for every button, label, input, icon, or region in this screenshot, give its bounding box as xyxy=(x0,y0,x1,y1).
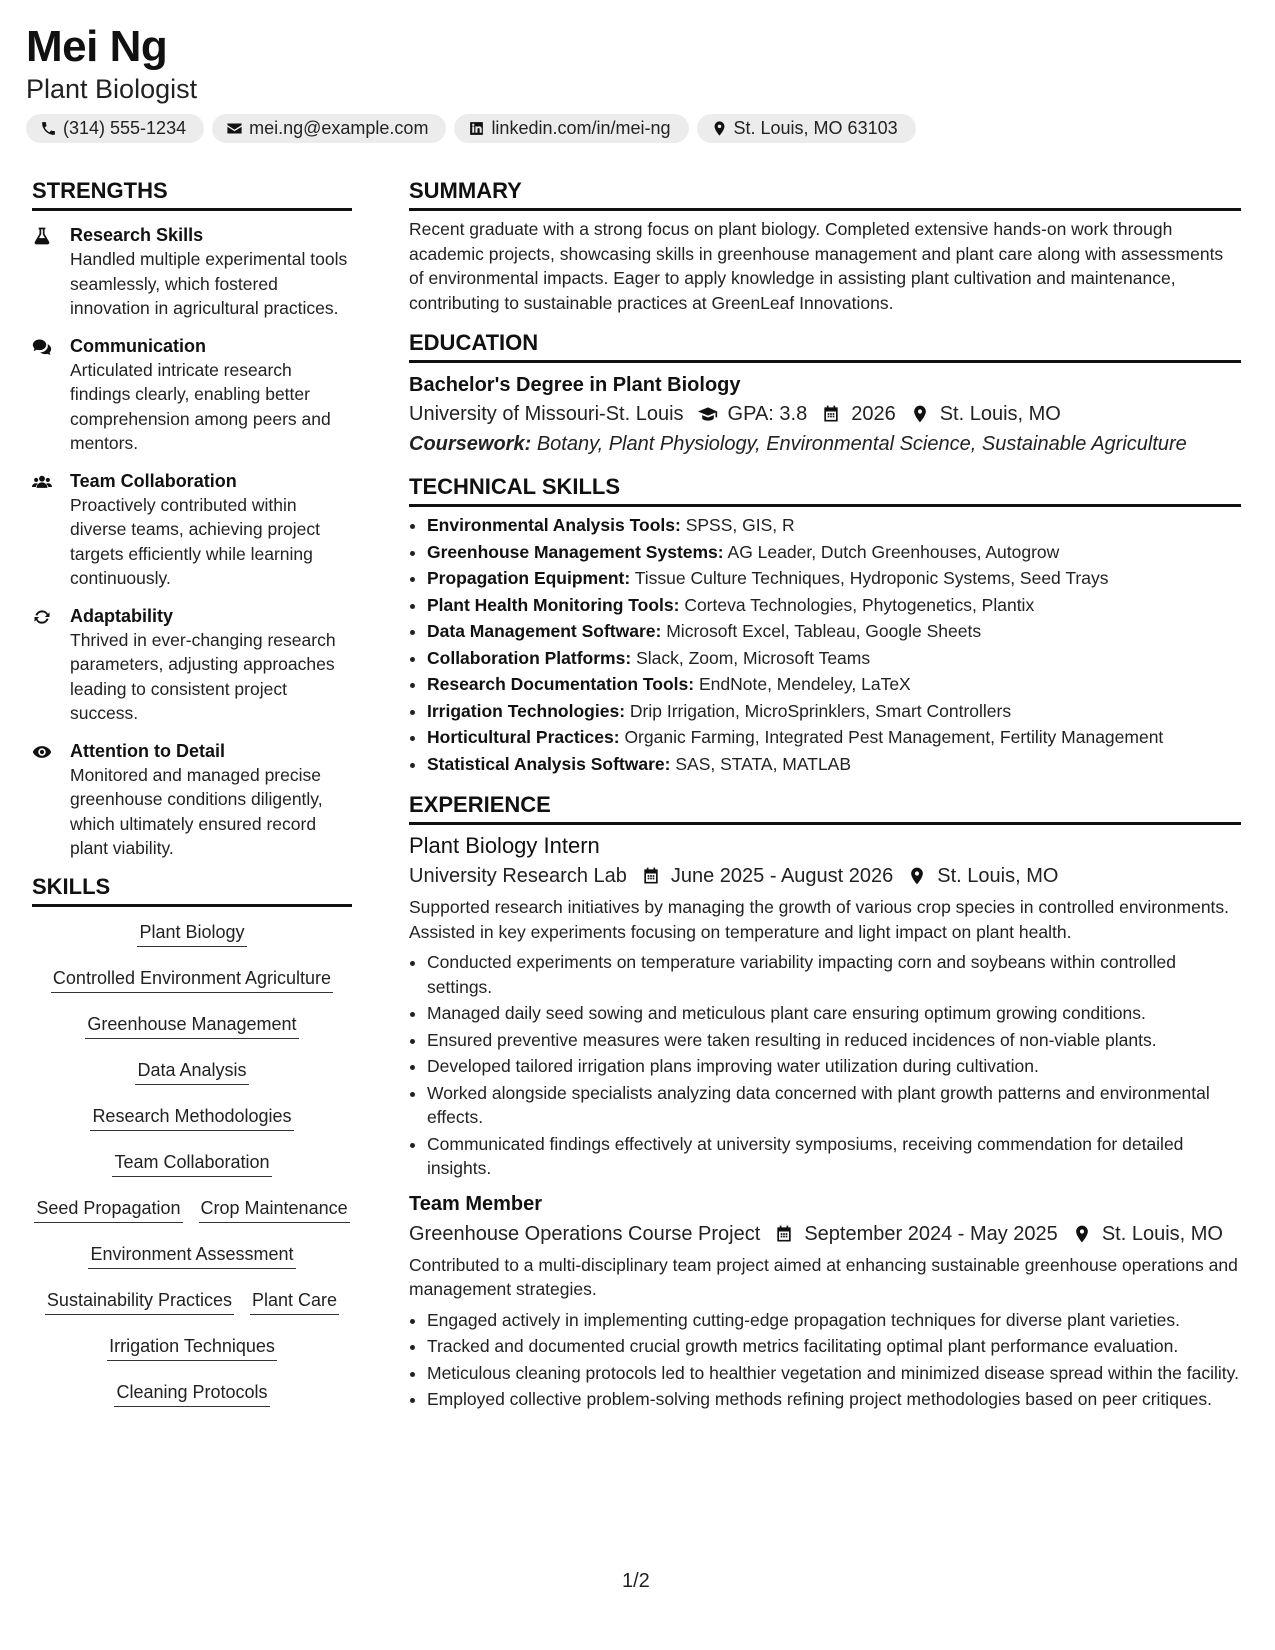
job-meta xyxy=(409,861,1241,891)
job-entry xyxy=(409,831,1241,1181)
skills-heading: SKILLS xyxy=(32,874,352,907)
strength-description: Handled multiple experimental tools seamlessly, which fostered innovation in agricultural practices. xyxy=(70,249,348,318)
list-item: • Worked alongside specialists analyzing data concerned with plant growth patterns and environmental effects. xyxy=(427,1081,1241,1130)
job-description: Contributed to a multi-disciplinary team project aimed at enhancing sustainable greenhouse operations and management strategies. xyxy=(409,1254,1238,1299)
sync-icon xyxy=(32,607,52,627)
graduation-cap-icon xyxy=(698,404,718,424)
job-title: Team Member xyxy=(409,1192,543,1215)
job-bullets xyxy=(409,1308,1241,1412)
job-description: Supported research initiatives by managing the growth of various crop species in controlled environments. Assisted in key experiments focusing on temperature and light impact on plant health. xyxy=(409,897,1230,942)
strength-item xyxy=(32,739,352,861)
list-item: • Environmental Analysis Tools: SPSS, GIS, R xyxy=(427,513,1241,539)
location-text: St. Louis, MO 63103 xyxy=(733,118,898,138)
job-organization: University Research Lab xyxy=(409,865,627,887)
calendar-icon xyxy=(641,866,661,886)
linkedin-contact[interactable] xyxy=(454,114,688,143)
school-location: St. Louis, MO xyxy=(939,403,1061,425)
job-location: St. Louis, MO xyxy=(1101,1222,1223,1245)
skill-tag: Seed Propagation xyxy=(34,1197,182,1223)
summary-heading: SUMMARY xyxy=(409,178,1241,211)
list-item: • Research Documentation Tools: EndNote, Mendeley, LaTeX xyxy=(427,672,1241,698)
phone-text: (314) 555-1234 xyxy=(63,118,187,138)
strength-item xyxy=(32,469,352,591)
skill-tag: Controlled Environment Agriculture xyxy=(51,967,333,993)
skill-tag: Sustainability Practices xyxy=(45,1289,234,1315)
job-entry xyxy=(409,1189,1241,1412)
skill-tag: Cleaning Protocols xyxy=(114,1381,269,1407)
users-icon xyxy=(32,472,52,492)
email-text: mei.ng@example.com xyxy=(249,118,429,138)
list-item: • Ensured preventive measures were taken resulting in reduced incidences of non-viable plants. xyxy=(427,1028,1241,1053)
coursework-label: Coursework: xyxy=(409,433,532,455)
comments-icon xyxy=(32,337,52,357)
technical-skills-section xyxy=(409,474,1241,777)
skill-tag: Irrigation Techniques xyxy=(107,1335,277,1361)
strength-description: Proactively contributed within diverse teams, achieving project targets efficiently while learning continuously. xyxy=(70,494,320,588)
skill-tag: Environment Assessment xyxy=(88,1243,295,1269)
strengths-heading: STRENGTHS xyxy=(32,178,352,211)
graduation-year: 2026 xyxy=(851,403,896,425)
strength-title: Team Collaboration xyxy=(70,470,237,491)
job-dates: September 2024 - May 2025 xyxy=(804,1222,1058,1245)
phone-icon xyxy=(40,120,57,137)
strength-item xyxy=(32,604,352,726)
job-organization: Greenhouse Operations Course Project xyxy=(409,1222,761,1245)
job-title: Plant Biology Intern xyxy=(409,833,600,858)
list-item: • Meticulous cleaning protocols led to healthier vegetation and minimized disease spread within the facility. xyxy=(427,1361,1241,1386)
list-item: • Collaboration Platforms: Slack, Zoom, Microsoft Teams xyxy=(427,646,1241,672)
skill-tag: Plant Care xyxy=(250,1289,339,1315)
experience-section xyxy=(409,792,1241,1412)
calendar-icon xyxy=(774,1224,794,1244)
left-column xyxy=(32,178,352,1407)
list-item: • Propagation Equipment: Tissue Culture Techniques, Hydroponic Systems, Seed Trays xyxy=(427,566,1241,592)
right-column xyxy=(409,178,1241,1414)
page-number: 1/2 xyxy=(622,1570,650,1592)
envelope-icon xyxy=(226,120,243,137)
list-item: • Horticultural Practices: Organic Farming, Integrated Pest Management, Fertility Management xyxy=(427,725,1241,751)
skill-tag: Crop Maintenance xyxy=(199,1197,350,1223)
linkedin-text: linkedin.com/in/mei-ng xyxy=(491,118,671,138)
skills-section xyxy=(32,874,352,1407)
technical-skills-list xyxy=(409,513,1241,777)
experience-heading: EXPERIENCE xyxy=(409,792,1241,825)
location-contact xyxy=(697,114,916,143)
list-item: • Tracked and documented crucial growth metrics facilitating optimal plant performance evaluation. xyxy=(427,1334,1241,1359)
candidate-role: Plant Biologist xyxy=(26,74,198,104)
degree-title: Bachelor's Degree in Plant Biology xyxy=(409,374,741,396)
strength-description: Monitored and managed precise greenhouse conditions diligently, which ultimately ensured record plant viability. xyxy=(70,764,323,858)
calendar-icon xyxy=(821,404,841,424)
linkedin-icon xyxy=(468,120,485,137)
skills-list xyxy=(32,921,352,1407)
job-location: St. Louis, MO xyxy=(937,865,1059,887)
skill-tag: Data Analysis xyxy=(135,1059,248,1085)
list-item: • Communicated findings effectively at university symposiums, receiving commendation for detailed insights. xyxy=(427,1132,1241,1181)
list-item: • Developed tailored irrigation plans improving water utilization during cultivation. xyxy=(427,1054,1241,1079)
contact-bar xyxy=(26,114,916,143)
strength-title: Attention to Detail xyxy=(70,740,225,761)
email-contact[interactable] xyxy=(212,114,446,143)
map-marker-icon xyxy=(907,866,927,886)
skill-tag: Research Methodologies xyxy=(90,1105,293,1131)
strength-description: Articulated intricate research findings clearly, enabling better comprehension among peers and mentors. xyxy=(70,359,331,453)
list-item: • Irrigation Technologies: Drip Irrigation, MicroSprinklers, Smart Controllers xyxy=(427,699,1241,725)
list-item: • Managed daily seed sowing and meticulous plant care ensuring optimum growing conditions. xyxy=(427,1001,1241,1026)
job-bullets xyxy=(409,950,1241,1181)
strength-title: Adaptability xyxy=(70,605,174,626)
candidate-name: Mei Ng xyxy=(26,22,168,71)
job-meta xyxy=(409,1219,1241,1249)
strength-item xyxy=(32,223,352,321)
education-section xyxy=(409,330,1241,459)
education-meta xyxy=(409,399,1241,429)
phone-contact[interactable] xyxy=(26,114,204,143)
list-item: • Plant Health Monitoring Tools: Corteva Technologies, Phytogenetics, Plantix xyxy=(427,593,1241,619)
list-item: • Engaged actively in implementing cutting-edge propagation techniques for diverse plant varieties. xyxy=(427,1308,1241,1333)
strength-title: Communication xyxy=(70,335,207,356)
map-marker-icon xyxy=(910,404,930,424)
list-item: • Statistical Analysis Software: SAS, STATA, MATLAB xyxy=(427,752,1241,778)
job-dates: June 2025 - August 2026 xyxy=(670,865,894,887)
strength-item xyxy=(32,334,352,456)
list-item: • Data Management Software: Microsoft Excel, Tableau, Google Sheets xyxy=(427,619,1241,645)
coursework-line xyxy=(409,429,1241,459)
coursework-text: Botany, Plant Physiology, Environmental Science, Sustainable Agriculture xyxy=(536,433,1187,455)
skill-tag: Greenhouse Management xyxy=(85,1013,298,1039)
skill-tag: Plant Biology xyxy=(137,921,246,947)
strength-title: Research Skills xyxy=(70,225,204,245)
education-heading: EDUCATION xyxy=(409,330,1241,363)
school-name: University of Missouri-St. Louis xyxy=(409,403,684,425)
technical-skills-heading: TECHNICAL SKILLS xyxy=(409,474,1241,507)
list-item: • Conducted experiments on temperature variability impacting corn and soybeans within controlled settings. xyxy=(427,950,1241,999)
flask-icon xyxy=(32,226,52,246)
eye-icon xyxy=(32,742,52,762)
skill-tag: Team Collaboration xyxy=(112,1151,271,1177)
gpa-text: GPA: 3.8 xyxy=(727,403,808,425)
list-item: • Employed collective problem-solving methods refining project methodologies based on peer critiques. xyxy=(427,1387,1241,1412)
map-marker-icon xyxy=(711,120,728,137)
strength-description: Thrived in ever-changing research parameters, adjusting approaches leading to consistent project success. xyxy=(70,629,336,723)
summary-text: Recent graduate with a strong focus on plant biology. Completed extensive hands-on work through academic projects, showcasing skills in greenhouse management and plant care along with assessments of environmental impacts. Eager to apply knowledge in assisting plant cultivation and maintenance, contributing to sustainable practices at GreenLeaf Innovations. xyxy=(409,219,1224,313)
map-marker-icon xyxy=(1072,1224,1092,1244)
strengths-list xyxy=(32,223,352,861)
list-item: • Greenhouse Management Systems: AG Leader, Dutch Greenhouses, Autogrow xyxy=(427,540,1241,566)
